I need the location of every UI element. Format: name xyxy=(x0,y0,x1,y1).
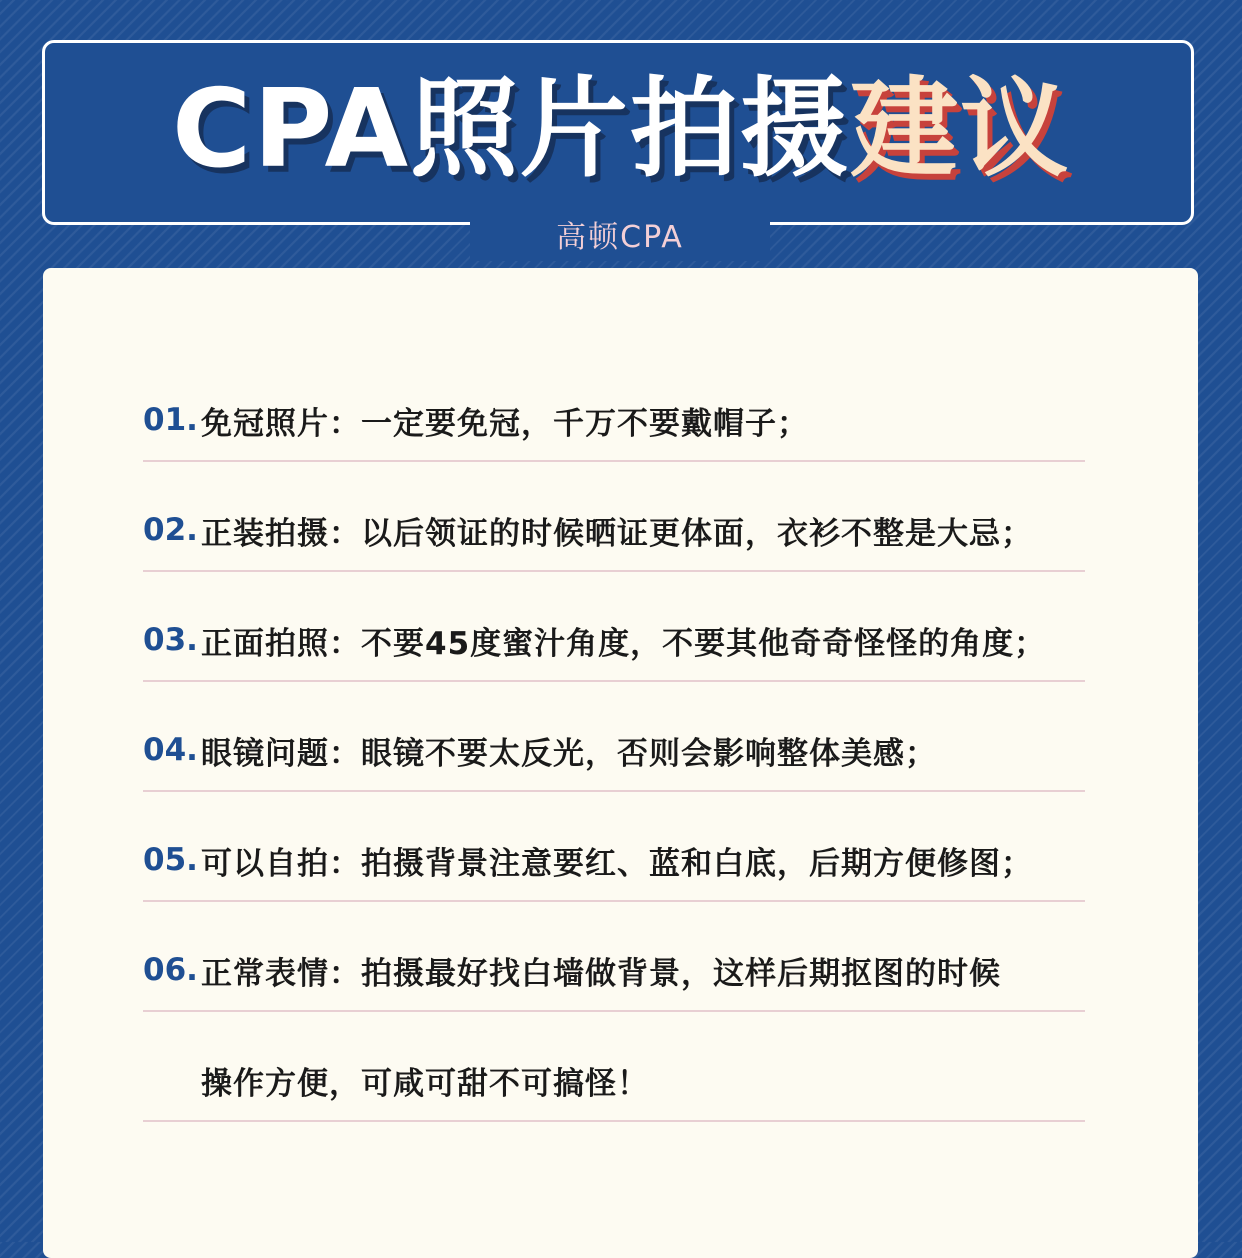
tip-item-6-continuation xyxy=(143,1040,1183,1150)
tip-number: 02. xyxy=(143,512,198,548)
tip-item-2 xyxy=(143,490,1183,600)
tip-text: 可以自拍：拍摄背景注意要红、蓝和白底，后期方便修图； xyxy=(201,845,1033,882)
tip-item-5 xyxy=(143,820,1183,930)
divider xyxy=(143,1120,1085,1122)
tip-text: 免冠照片：一定要免冠，千万不要戴帽子； xyxy=(201,405,809,442)
page-title xyxy=(0,67,1242,192)
divider xyxy=(143,900,1085,902)
tip-text-continuation: 操作方便，可咸可甜不可搞怪！ xyxy=(201,1065,649,1102)
tip-number: 06. xyxy=(143,952,198,988)
subtitle-banner xyxy=(470,215,770,261)
tip-text: 正面拍照：不要45度蜜汁角度，不要其他奇奇怪怪的角度； xyxy=(201,625,1047,662)
tip-item-6 xyxy=(143,930,1183,1040)
tip-text: 正装拍摄：以后领证的时候晒证更体面，衣衫不整是大忌； xyxy=(201,515,1033,552)
title-accent: 建议 xyxy=(850,67,1071,192)
tip-text: 正常表情：拍摄最好找白墙做背景，这样后期抠图的时候 xyxy=(201,955,1001,992)
divider xyxy=(143,460,1085,462)
tip-text: 眼镜问题：眼镜不要太反光，否则会影响整体美感； xyxy=(201,735,937,772)
tips-card xyxy=(43,268,1198,1258)
title-main: CPA照片拍摄 xyxy=(171,67,851,192)
divider xyxy=(143,680,1085,682)
divider xyxy=(143,570,1085,572)
tip-item-1 xyxy=(143,380,1183,490)
divider xyxy=(143,790,1085,792)
tip-item-3 xyxy=(143,600,1183,710)
subtitle: 高顿CPA xyxy=(556,220,684,255)
tip-number: 04. xyxy=(143,732,198,768)
divider xyxy=(143,1010,1085,1012)
tip-item-4 xyxy=(143,710,1183,820)
tip-number: 05. xyxy=(143,842,198,878)
tip-number: 03. xyxy=(143,622,198,658)
tip-number: 01. xyxy=(143,402,198,438)
